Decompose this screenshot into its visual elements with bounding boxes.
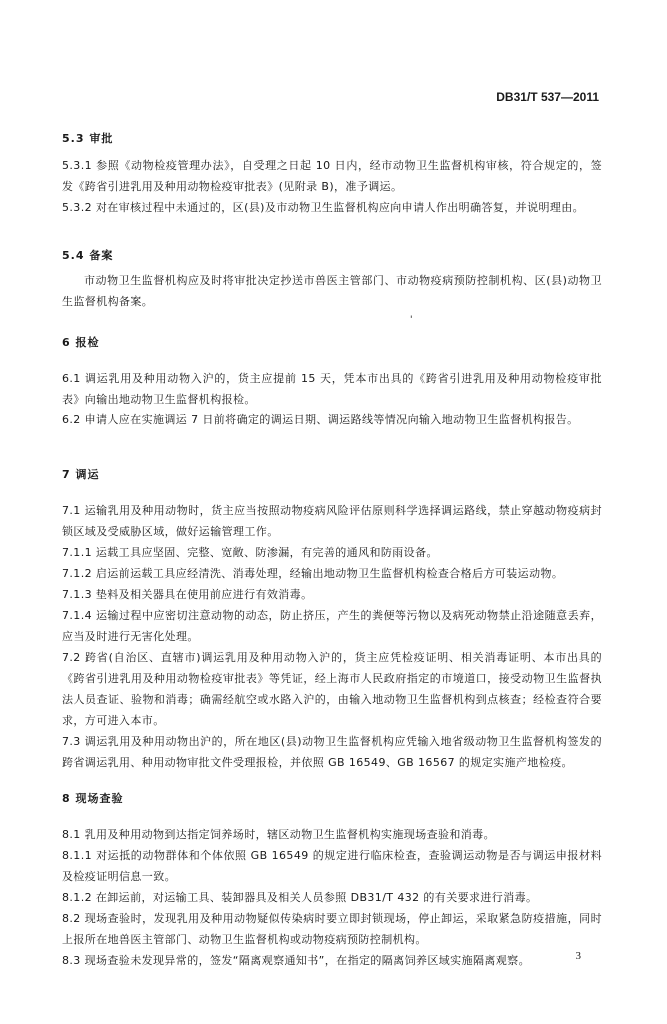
clause-6-1: 6.1 调运乳用及种用动物入沪的，货主应提前 15 天，凭本市出具的《跨省引进乳用及种用动物检疫审批表》向输出地动物卫生监督机构报检。: [62, 372, 602, 406]
clause-6-2: 6.2 申请人应在实施调运 7 日前将确定的调运日期、调运路线等情况向输入地动物卫生监督机构报告。: [62, 413, 579, 426]
clause-8-3: 8.3 现场查验未发现异常的，签发“隔离观察通知书”，在指定的隔离饲养区域实施隔离观察。: [62, 954, 530, 967]
clause-5-4-body: 市动物卫生监督机构应及时将审批决定抄送市兽医主管部门、市动物疫病预防控制机构、区(县)动物卫生监督机构备案。: [62, 274, 602, 308]
section-5-4-title: 5.4 备案: [62, 249, 114, 262]
section-8-title: 8 现场查验: [62, 792, 124, 805]
clause-7-1-1: 7.1.1 运载工具应坚固、完整、宽敞、防渗漏，有完善的通风和防雨设备。: [62, 546, 438, 559]
clause-5-3-2: 5.3.2 对在审核过程中未通过的，区(县)及市动物卫生监督机构应向申请人作出明确答复，并说明理由。: [62, 201, 585, 214]
clause-7-2: 7.2 跨省(自治区、直辖市)调运乳用及种用动物入沪的，货主应凭检疫证明、相关消毒证明、本市出具的《跨省引进乳用及种用动物检疫审批表》等凭证，经上海市人民政府指定的市境道口，接受动物卫生监督执法人员查证、验物和消毒；确需经航空或水路入沪的，由输入地动物卫生监督机构到点核查；经检查符合要求，方可进入本市。: [62, 651, 602, 727]
clause-7-1-2: 7.1.2 启运前运载工具应经清洗、消毒处理，经输出地动物卫生监督机构检查合格后方可装运动物。: [62, 567, 564, 580]
section-5-3-title: 5.3 审批: [62, 132, 114, 145]
clause-8-1-1: 8.1.1 对运抵的动物群体和个体依照 GB 16549 的规定进行临床检查，查验调运动物是否与调运申报材料及检疫证明信息一致。: [62, 849, 602, 883]
section-7-title: 7 调运: [62, 468, 100, 481]
stray-mark: ': [410, 315, 413, 325]
clause-5-3-1: 5.3.1 参照《动物检疫管理办法》，自受理之日起 10 日内，经市动物卫生监督机构审核，符合规定的，签发《跨省引进乳用及种用动物检疫审批表》(见附录 B)，准予调运。: [62, 159, 602, 193]
document-code: DB31/T 537—2011: [496, 90, 599, 104]
clause-8-1: 8.1 乳用及种用动物到达指定饲养场时，辖区动物卫生监督机构实施现场查验和消毒。: [62, 828, 495, 841]
clause-7-1-4: 7.1.4 运输过程中应密切注意动物的动态，防止挤压，产生的粪便等污物以及病死动物禁止沿途随意丢弃，应当及时进行无害化处理。: [62, 609, 602, 643]
clause-7-1-3: 7.1.3 垫料及相关器具在使用前应进行有效消毒。: [62, 588, 313, 601]
clause-7-1: 7.1 运输乳用及种用动物时，货主应当按照动物疫病风险评估原则科学选择调运路线，禁止穿越动物疫病封锁区域及受威胁区域，做好运输管理工作。: [62, 504, 602, 538]
clause-8-1-2: 8.1.2 在卸运前，对运输工具、装卸器具及相关人员参照 DB31/T 432 的有关要求进行消毒。: [62, 891, 538, 904]
page-number: 3: [575, 950, 581, 962]
clause-8-2: 8.2 现场查验时，发现乳用及种用动物疑似传染病时要立即封锁现场，停止卸运，采取紧急防疫措施，同时上报所在地兽医主管部门、动物卫生监督机构或动物疫病预防控制机构。: [62, 912, 602, 946]
clause-7-3: 7.3 调运乳用及种用动物出沪的，所在地区(县)动物卫生监督机构应凭输入地省级动物卫生监督机构签发的跨省调运乳用、种用动物审批文件受理报检，并依照 GB 16549、GB 16567 的规定实施产地检疫。: [62, 735, 602, 769]
section-6-title: 6 报检: [62, 336, 100, 349]
